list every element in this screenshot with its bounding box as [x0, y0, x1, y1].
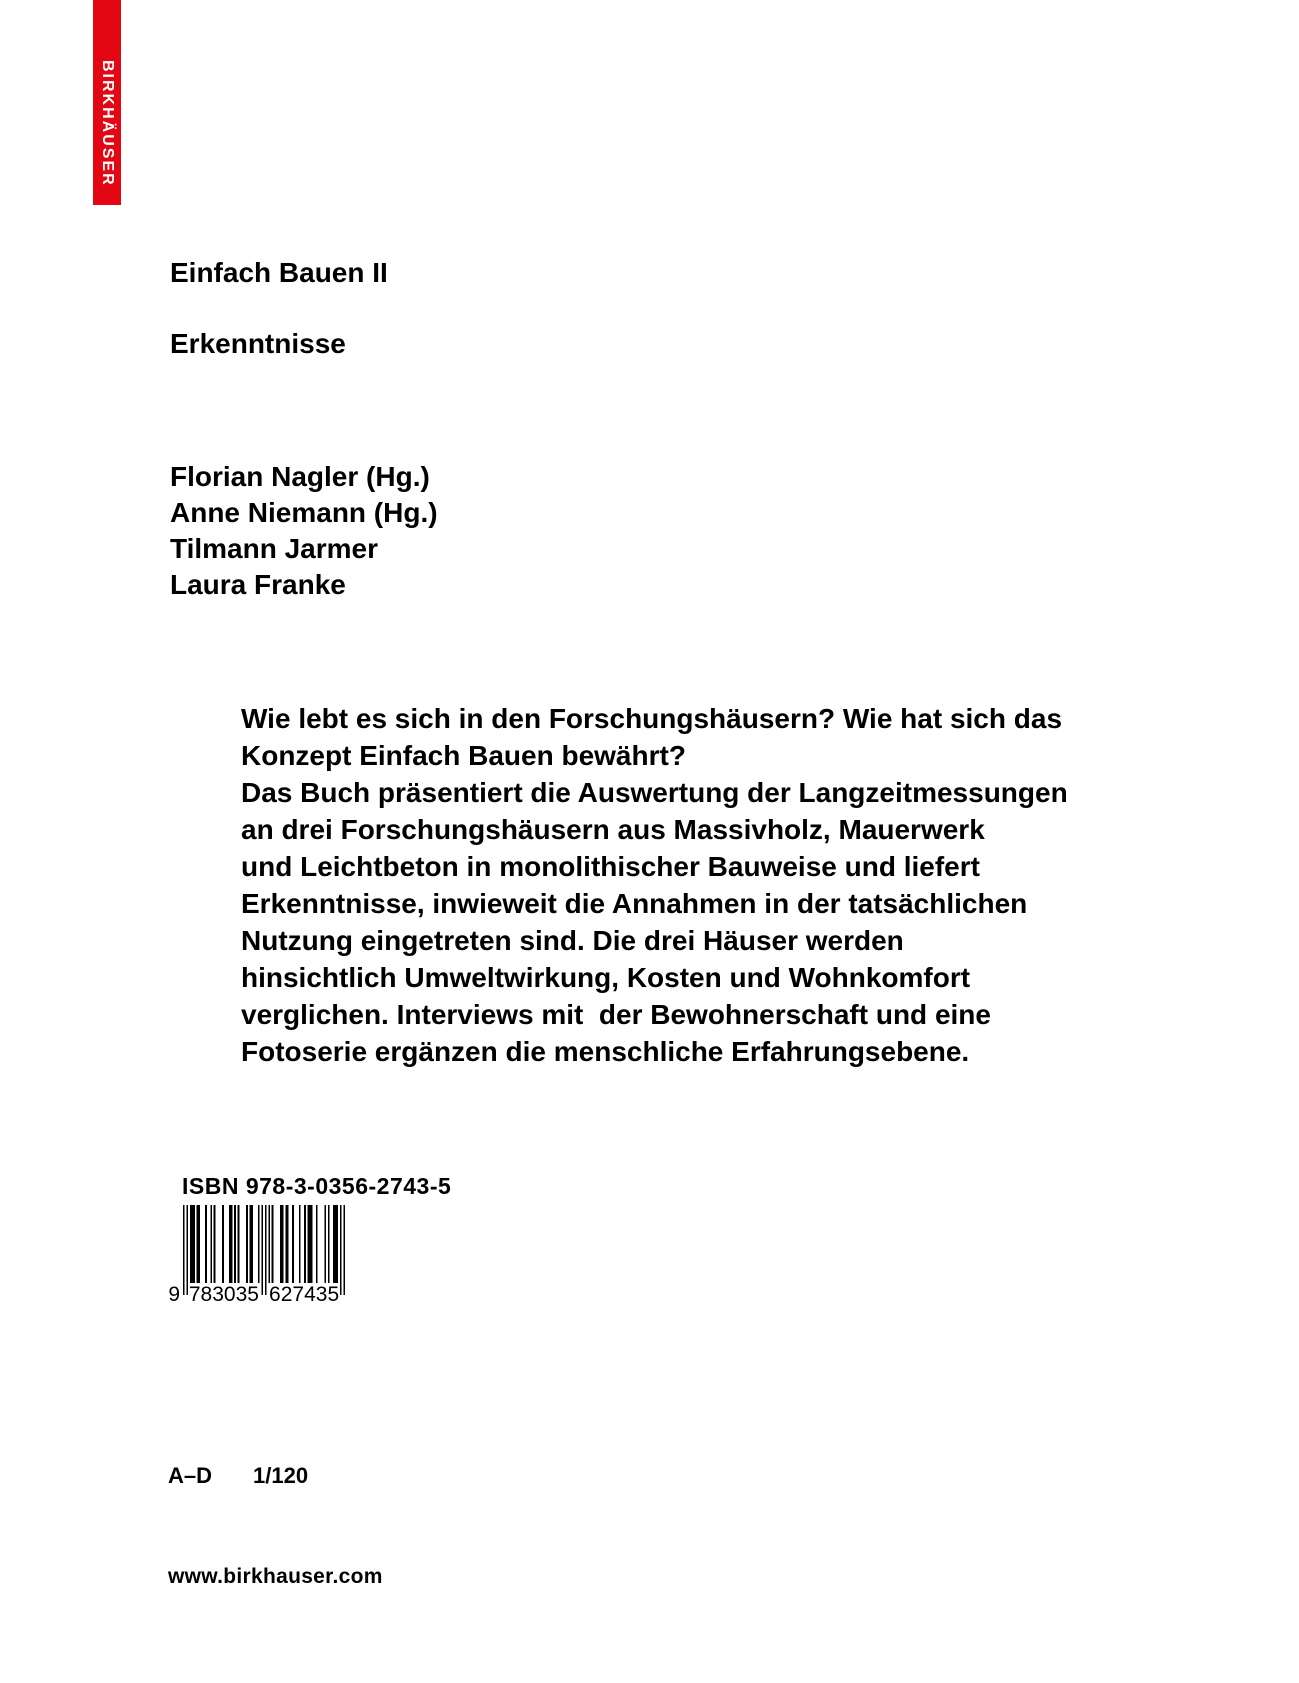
barcode-digits-group1: 783035	[188, 1283, 259, 1303]
text-line: und Leichtbeton in monolithischer Bauweise und liefert	[241, 851, 980, 882]
text-line: Konzept Einfach Bauen bewährt?	[241, 740, 686, 771]
book-title: Einfach Bauen II	[170, 257, 388, 288]
birkhauser-spine-logo	[93, 0, 121, 205]
website-url: www.birkhauser.com	[168, 1565, 383, 1588]
text-line: Florian Nagler (Hg.)	[170, 461, 430, 492]
text-line: hinsichtlich Umweltwirkung, Kosten und Wohnkomfort	[241, 962, 971, 993]
text-line: Fotoserie ergänzen die menschliche Erfahrungsebene.	[241, 1036, 970, 1067]
text-line: Laura Franke	[170, 569, 346, 600]
publisher-name: BIRKHÄUSER	[99, 60, 116, 187]
text-line: Tilmann Jarmer	[170, 533, 379, 564]
text-line: Erkenntnisse, inwieweit die Annahmen in der tatsächlichen	[241, 888, 1028, 919]
edition-info	[168, 1462, 468, 1490]
barcode-digit-left: 9	[168, 1283, 180, 1303]
text-line: Nutzung eingetreten sind. Die drei Häuser werden	[241, 925, 904, 956]
isbn-label: ISBN 978-3-0356-2743-5	[182, 1173, 452, 1199]
authors-list	[170, 459, 438, 603]
ean13-barcode	[168, 1205, 358, 1303]
book-subtitle: Erkenntnisse	[170, 328, 346, 359]
text-line: verglichen. Interviews mit der Bewohnerschaft und eine	[241, 999, 991, 1030]
text-line: an drei Forschungshäusern aus Massivholz, Mauerwerk	[241, 814, 985, 845]
barcode-digits-group2: 627435	[269, 1283, 340, 1303]
edition-range: A–D	[168, 1463, 213, 1488]
text-line: Wie lebt es sich in den Forschungshäusern? Wie hat sich das	[241, 703, 1063, 734]
text-line: Anne Niemann (Hg.)	[170, 497, 438, 528]
barcode-svg	[168, 1205, 358, 1303]
text-line: Das Buch präsentiert die Auswertung der Langzeitmessungen	[241, 777, 1068, 808]
print-run: 1/120	[253, 1463, 309, 1488]
book-description	[241, 700, 1068, 1070]
